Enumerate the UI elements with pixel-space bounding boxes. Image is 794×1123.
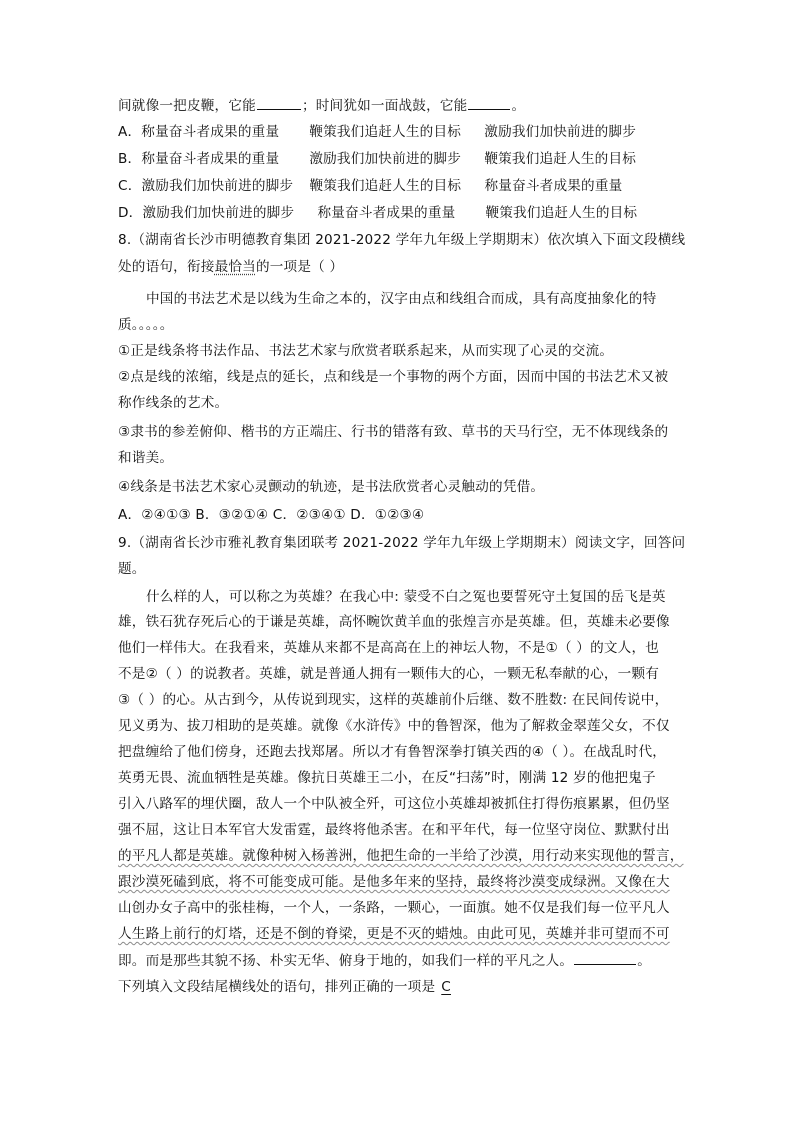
q8-sentence-3b: 和谐美。 [118, 450, 174, 466]
q8-sentence-2b: 称作线条的艺术。 [118, 395, 229, 411]
q9-passage-line: 把盘缠给了他们傍身，还跑去找郑屠。所以才有鲁智深拳打镇关西的④（ ）。在战乱时代， [118, 744, 667, 760]
q8-passage-line2: 质。。。。。 [118, 317, 174, 333]
q9-passage-line-underlined: 的平凡人都是英雄。就像种树入杨善洲，他把生命的一半给了沙漠，用行动来实现他的誓言， [118, 848, 684, 864]
q7-option-c: C．激励我们加快前进的脚步 鞭策我们追赶人生的目标 称量奋斗者成果的重量 [118, 178, 623, 194]
q9-passage-line: 不是②（ ）的说教者。英雄，就是普通人拥有一颗伟大的心，一颗无私奉献的心，一颗有 [118, 666, 660, 682]
q7-option-a: A．称量奋斗者成果的重量 鞭策我们追赶人生的目标 激励我们加快前进的脚步 [118, 124, 637, 140]
q9-passage-line: 英勇无畏、流血牺牲是英雄。像抗日英雄王二小，在反“扫荡”时，刚满 12 岁的他把鬼子 [118, 770, 656, 786]
q7-stem [118, 96, 525, 115]
q8-heading-line1: 8.（湖南省长沙市明德教育集团 2021-2022 学年九年级上学期期末）依次填入下面文段横线 [118, 232, 686, 248]
q9-passage-line: 引入八路军的埋伏圈，敌人一个中队被全歼，可这位小英雄却被抓住打得伤痕累累，但仍坚 [118, 796, 670, 812]
q7-stem-text-a: 间就像一把皮鞭，它能 [118, 98, 256, 114]
q9-passage-line: ③（ ）的心。从古到今，从传说到现实，这样的英雄前仆后继、数不胜数: 在民间传说中， [118, 692, 669, 708]
q9-heading-line1: 9.（湖南省长沙市雅礼教育集团联考 2021-2022 学年九年级上学期期末）阅读文字，回答问 [118, 535, 686, 551]
q9-passage-line-underlined: 人生路上前行的灯塔，还是不倒的脊梁，更是不灭的蜡烛。由此可见，英雄并非可望而不可 [118, 926, 670, 942]
q8-sentence-3a: ③隶书的参差俯仰、楷书的方正端庄、行书的错落有致、草书的天马行空，无不体现线条的 [118, 424, 669, 440]
q9-final-blank [574, 951, 636, 965]
q9-heading-line2: 题。 [118, 561, 146, 577]
q8-sentence-2a: ②点是线的浓缩，线是点的延长，点和线是一个事物的两个方面，因而中国的书法艺术又被 [118, 369, 669, 385]
q8-sentence-1: ①正是线条将书法作品、书法艺术家与欣赏者联系起来，从而实现了心灵的交流。 [118, 343, 614, 359]
q9-passage-line: 强不屈，这让日本军官大发雷霆，最终将他杀害。在和平年代，每一位坚守岗位、默默付出 [118, 822, 670, 838]
q9-passage-line: 见义勇为、拔刀相助的是英雄。就像《水浒传》中的鲁智深，他为了解救金翠莲父女，不仅 [118, 718, 670, 734]
q7-blank-2 [468, 96, 510, 110]
q9-passage-line: 山创办女子高中的张桂梅，一个人，一条路，一颗心，一面旗。她不仅是我们每一位平凡人 [118, 900, 670, 916]
q7-option-b: B．称量奋斗者成果的重量 激励我们加快前进的脚步 鞭策我们追赶人生的目标 [118, 151, 637, 167]
q7-stem-text-b: ；时间犹如一面战鼓，它能 [301, 98, 468, 114]
q8-options: A．②④①③ B．③②①④ C．②③④① D．①②③④ [118, 507, 425, 523]
q9-answer: C [441, 979, 451, 995]
q9-passage-last-line: 即。而是那些其貌不扬、朴实无华、俯身于地的，如我们一样的平凡之人。 。 [118, 953, 651, 969]
q9-question: 下列填入文段结尾横线处的语句，排列正确的一项是 C [118, 978, 457, 996]
q9-passage-line-underlined: 跟沙漠死磕到底，将不可能变成可能。是他多年来的坚持，最终将沙漠变成绿洲。又像在大 [118, 874, 670, 890]
q8-heading-line2: 处的语句，衔接最恰当的一项是（ ） [118, 259, 344, 275]
q8-emphasis: 最恰当 [214, 259, 256, 275]
q7-option-d: D．激励我们加快前进的脚步 称量奋斗者成果的重量 鞭策我们追赶人生的目标 [118, 205, 638, 221]
q8-sentence-4: ④线条是书法艺术家心灵颤动的轨迹，是书法欣赏者心灵触动的凭借。 [118, 479, 545, 495]
q9-passage-line: 雄，铁石犹存死后心的于谦是英雄，高怀畹饮黄羊血的张煌言亦是英雄。但，英雄未必要像 [118, 614, 670, 630]
q9-passage-line: 什么样的人，可以称之为英雄？在我心中: 蒙受不白之冤也要誓死守土复国的岳飞是英 [146, 589, 666, 605]
q8-passage-line1: 中国的书法艺术是以线为生命之本的，汉字由点和线组合而成，具有高度抽象化的特 [146, 291, 657, 307]
q7-stem-text-c: 。 [511, 98, 526, 114]
q7-blank-1 [257, 96, 301, 110]
q9-passage-line: 他们一样伟大。在我看来，英雄从来都不是高高在上的神坛人物，不是①（ ）的文人，也 [118, 640, 660, 656]
